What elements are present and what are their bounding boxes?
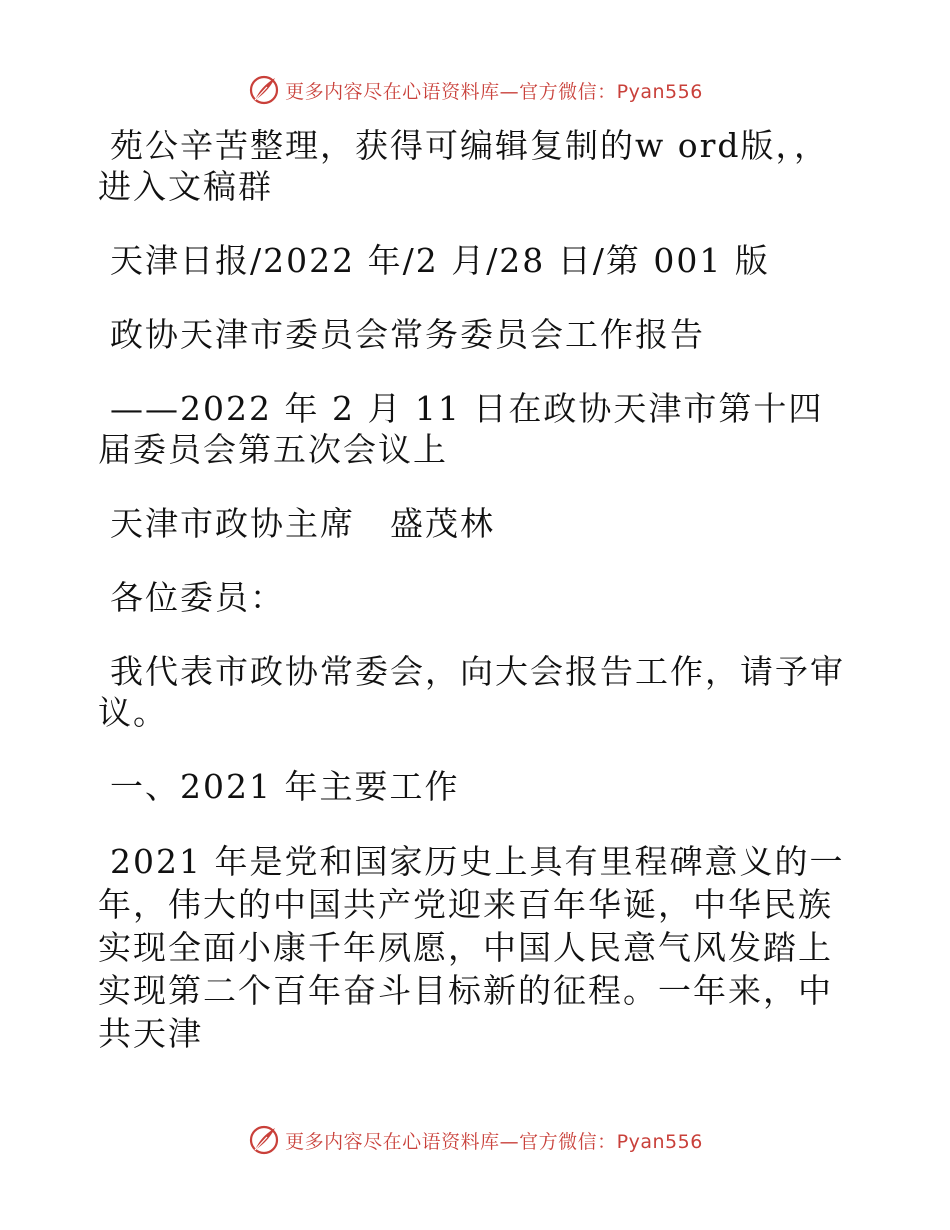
feather-pen-icon — [247, 1123, 281, 1157]
body-paragraph: 2021 年是党和国家历史上具有里程碑意义的一年，伟大的中国共产党迎来百年华诞，中华民族实现全面小康千年夙愿，中国人民意气风发踏上实现第二个百年奋斗目标新的征程。一年来，中共天津 — [98, 842, 845, 1053]
opening-paragraph: 我代表市政协常委会，向大会报告工作，请予审议。 — [98, 652, 845, 732]
salutation: 各位委员： — [110, 578, 285, 617]
section-heading: 一、2021 年主要工作 — [110, 767, 460, 806]
watermark-text: 更多内容尽在心语资料库—官方微信：Pyan556 — [285, 80, 703, 103]
publication-info: 天津日报/2022 年/2 月/28 日/第 001 版 — [110, 241, 770, 280]
header-watermark-banner — [0, 70, 950, 110]
report-subtitle: ——2022 年 2 月 11 日在政协天津市第十四届委员会第五次会议上 — [98, 389, 824, 469]
watermark-text: 更多内容尽在心语资料库—官方微信：Pyan556 — [285, 1130, 703, 1153]
author-line: 天津市政协主席 盛茂林 — [110, 504, 495, 543]
document-body — [98, 125, 858, 1088]
intro-note: 苑公辛苦整理，获得可编辑复制的w ord版，，进入文稿群 — [98, 126, 830, 206]
feather-pen-icon — [247, 73, 281, 107]
footer-watermark-banner — [0, 1120, 950, 1160]
report-title: 政协天津市委员会常务委员会工作报告 — [110, 315, 705, 354]
